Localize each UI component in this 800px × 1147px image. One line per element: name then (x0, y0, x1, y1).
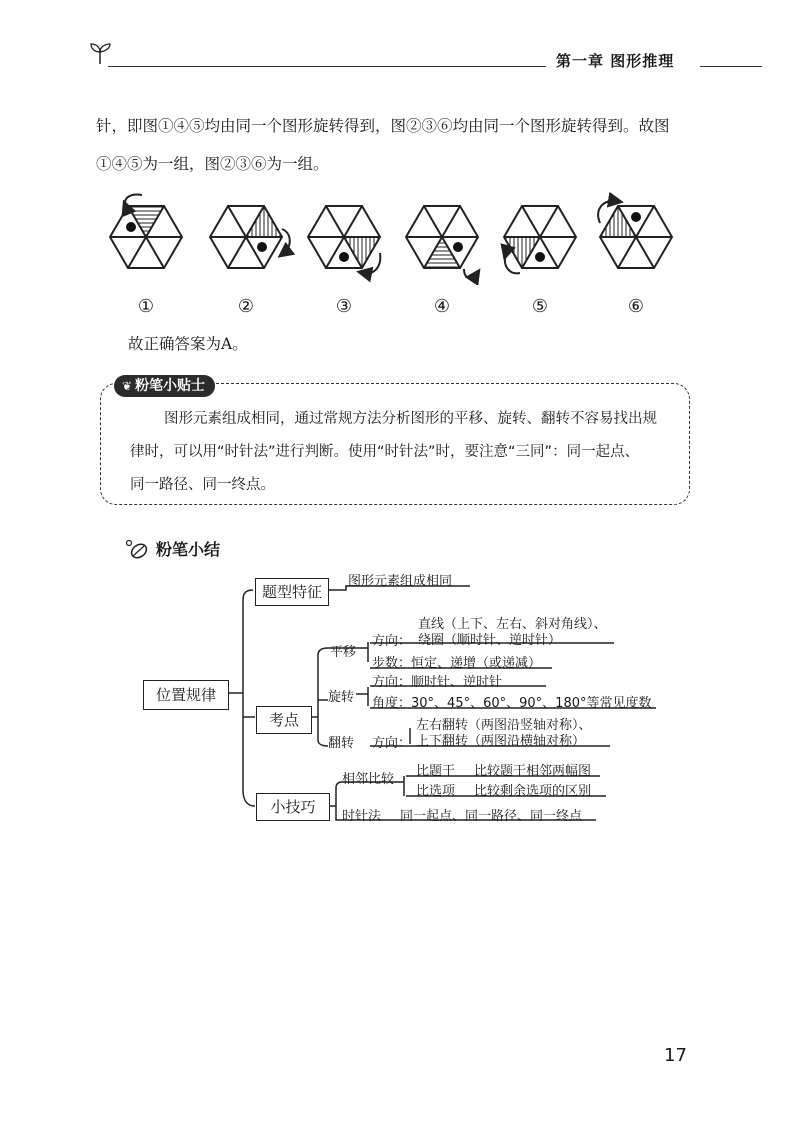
bixuanxiang-text: 比较剩余选项的区别 (474, 784, 592, 799)
figure-label-3: ③ (335, 296, 353, 317)
figure-label-1: ① (137, 296, 155, 317)
page-number: 17 (664, 1045, 687, 1066)
bitigan-text: 比较题干相邻两幅图 (474, 764, 592, 779)
fanzhuan-dir-label: 方向： (372, 736, 412, 751)
fanzhuan-line2: 上下翻转（两图沿横轴对称） (416, 734, 586, 749)
figure-label-2: ② (237, 296, 255, 317)
answer-text: 故正确答案为A。 (128, 335, 248, 353)
bixuanxiang-label: 比选项 (416, 784, 456, 799)
tip-badge-label: 粉笔小贴士 (135, 378, 206, 394)
shizhenfa-text: 同一起点、同一路径、同一终点 (400, 809, 583, 824)
figure-label-5: ⑤ (531, 296, 549, 317)
body-line-1: 针，即图①④⑤均由同一个图形旋转得到，图②③⑥均由同一个图形旋转得到。故图 (96, 117, 670, 135)
xuanzhuan-label: 旋转 (328, 690, 355, 705)
summary-title: 粉笔小结 (156, 540, 221, 559)
figure-label-6: ⑥ (627, 296, 645, 317)
branch-kaodian: 考点 (256, 706, 312, 734)
pingyi-step: 步数：恒定、递增（或递减） (372, 656, 542, 671)
tip-line-2: 律时，可以用“时针法”进行判断。使用“时针法”时，要注意“三同”：同一起点、 (130, 444, 640, 460)
pingyi-label: 平移 (330, 645, 357, 660)
pingyi-dir-label: 方向： (372, 634, 412, 649)
xuanzhuan-dir: 方向：顺时针、逆时针 (372, 675, 503, 690)
body-line-2: ①④⑤为一组，图②③⑥为一组。 (96, 155, 329, 173)
shizhenfa-label: 时针法 (342, 809, 382, 824)
figure-label-4: ④ (433, 296, 451, 317)
bitigan-label: 比题干 (416, 764, 456, 779)
xianglin-label: 相邻比较 (342, 772, 395, 787)
tip-line-3: 同一路径、同一终点。 (130, 477, 275, 493)
chapter-title: 第一章 图形推理 (556, 52, 675, 70)
pingyi-dir-line2: 绕圈（顺时针、逆时针） (418, 633, 562, 648)
branch-tixing: 题型特征 (255, 578, 329, 606)
tip-line-1: 图形元素组成相同，通过常规方法分析图形的平移、旋转、翻转不容易找出规 (164, 411, 657, 427)
tixing-leaf: 图形元素组成相同 (348, 574, 453, 589)
fanzhuan-label: 翻转 (328, 736, 355, 751)
pingyi-dir-line1: 直线（上下、左右、斜对角线）、 (418, 617, 607, 632)
xuanzhuan-angle: 角度：30°、45°、60°、90°、180°等常见度数 (372, 696, 652, 711)
sprout-icon: ❦ (122, 379, 133, 393)
branch-jiqiao: 小技巧 (256, 793, 330, 821)
mindmap-root: 位置规律 (143, 680, 229, 710)
fanzhuan-line1: 左右翻转（两图沿竖轴对称）、 (416, 718, 592, 733)
